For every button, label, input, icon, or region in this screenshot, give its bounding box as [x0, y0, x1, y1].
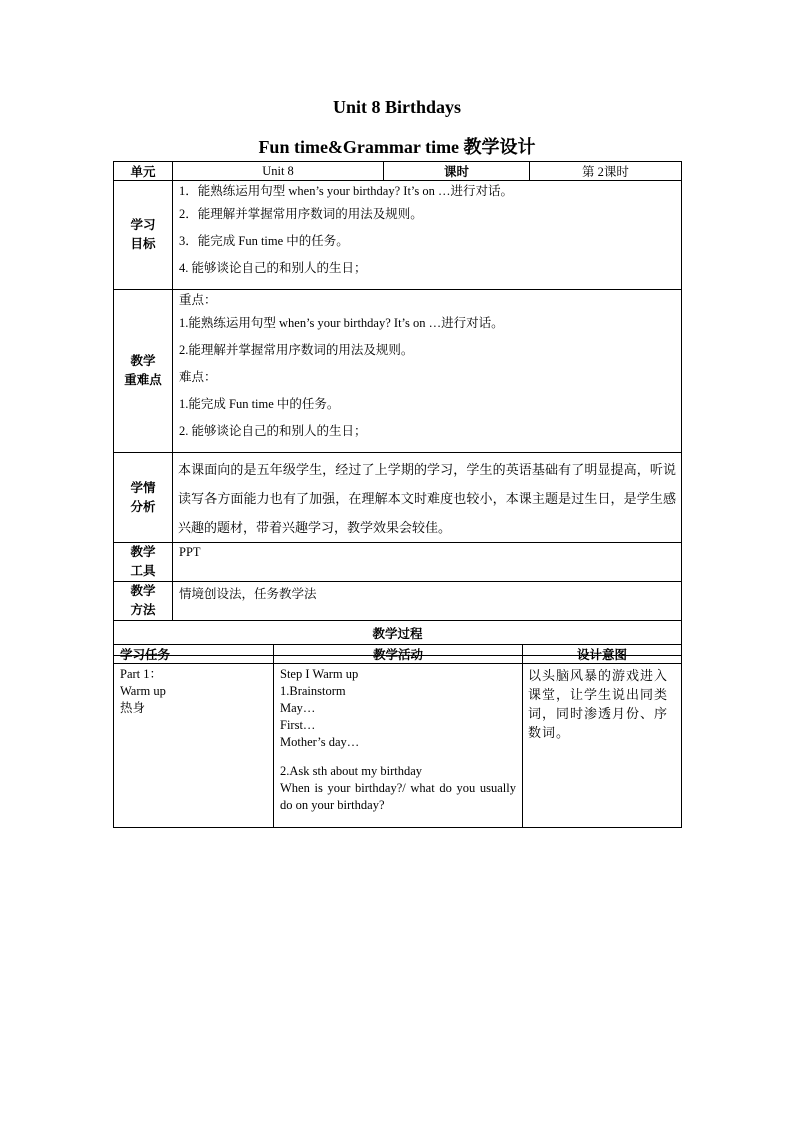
- task-line: 热身: [120, 701, 146, 715]
- activity-line: Mother’s day…: [280, 735, 360, 749]
- header-row: [114, 162, 682, 181]
- tools-label: 教学 工具: [114, 543, 173, 582]
- activity-line: 2.Ask sth about my birthday: [280, 764, 423, 778]
- key-points-row: [114, 290, 682, 453]
- key-point-item: 难点：: [179, 370, 217, 384]
- activity-cell: [274, 664, 523, 828]
- process-row-part1: [114, 664, 682, 828]
- objective-item: 2．能理解并掌握常用序数词的用法及规则。: [179, 207, 423, 221]
- objective-item: 1．能熟练运用句型 when’s your birthday? It’s on …进行对话。: [179, 184, 514, 198]
- objectives-label: 学习 目标: [114, 181, 173, 290]
- intent-cell: 以头脑风暴的游戏进入课堂，让学生说出同类词，同时渗透月份、序数词。: [523, 664, 682, 828]
- task-line: Warm up: [120, 684, 166, 698]
- process-header-row: [114, 645, 682, 664]
- activity-line: May…: [280, 701, 316, 715]
- spacer: [280, 751, 516, 763]
- col-task-header: 学习任务: [114, 645, 274, 664]
- unit-label: 单元: [114, 162, 173, 181]
- activity-line: When is your birthday?/ what do you usually do on your birthday?: [280, 781, 516, 812]
- col-activity-header: 教学活动: [274, 645, 523, 664]
- key-point-item: 1.能熟练运用句型 when’s your birthday? It’s on …进行对话。: [179, 316, 504, 330]
- activity-line: 1.Brainstorm: [280, 684, 346, 698]
- key-point-item: 2.能理解并掌握常用序数词的用法及规则。: [179, 343, 414, 357]
- key-points-list: [173, 290, 682, 453]
- task-cell: [114, 664, 274, 828]
- col-intent-header: 设计意图: [523, 645, 682, 664]
- unit-value: Unit 8: [173, 162, 384, 181]
- lesson-info-table: [113, 161, 682, 656]
- objective-item: 4. 能够谈论自己的和别人的生日；: [179, 261, 367, 275]
- analysis-text: 本课面向的是五年级学生，经过了上学期的学习，学生的英语基础有了明显提高，听说读写各方面能力也有了加强，在理解本文时难度也较小，本课主题是过生日，是学生感兴趣的题材，带着兴趣学习，教学效果会较佳。: [173, 453, 682, 543]
- activity-line: First…: [280, 718, 316, 732]
- key-points-label: 教学 重难点: [114, 290, 173, 453]
- activity-line: Step I Warm up: [280, 667, 359, 681]
- key-point-item: 重点：: [179, 293, 217, 307]
- period-value: 第 2课时: [530, 162, 682, 181]
- objectives-list: [173, 181, 682, 290]
- document-subtitle: Fun time&Grammar time 教学设计: [258, 137, 536, 157]
- document-title: Unit 8 Birthdays: [332, 97, 462, 117]
- key-point-item: 1.能完成 Fun time 中的任务。: [179, 397, 340, 411]
- analysis-label: 学情 分析: [114, 453, 173, 543]
- objectives-row: [114, 181, 682, 290]
- period-label: 课时: [384, 162, 530, 181]
- methods-value: 情境创设法，任务教学法: [173, 582, 682, 621]
- methods-label: 教学 方法: [114, 582, 173, 621]
- tools-row: [114, 543, 682, 582]
- task-line: Part 1：: [120, 667, 163, 681]
- analysis-row: [114, 453, 682, 543]
- objective-item: 3．能完成 Fun time 中的任务。: [179, 234, 349, 248]
- key-point-item: 2. 能够谈论自己的和别人的生日；: [179, 424, 367, 438]
- process-table: [113, 644, 682, 828]
- methods-row: [114, 582, 682, 621]
- process-title: 教学过程: [114, 621, 682, 656]
- tools-value: PPT: [173, 543, 682, 582]
